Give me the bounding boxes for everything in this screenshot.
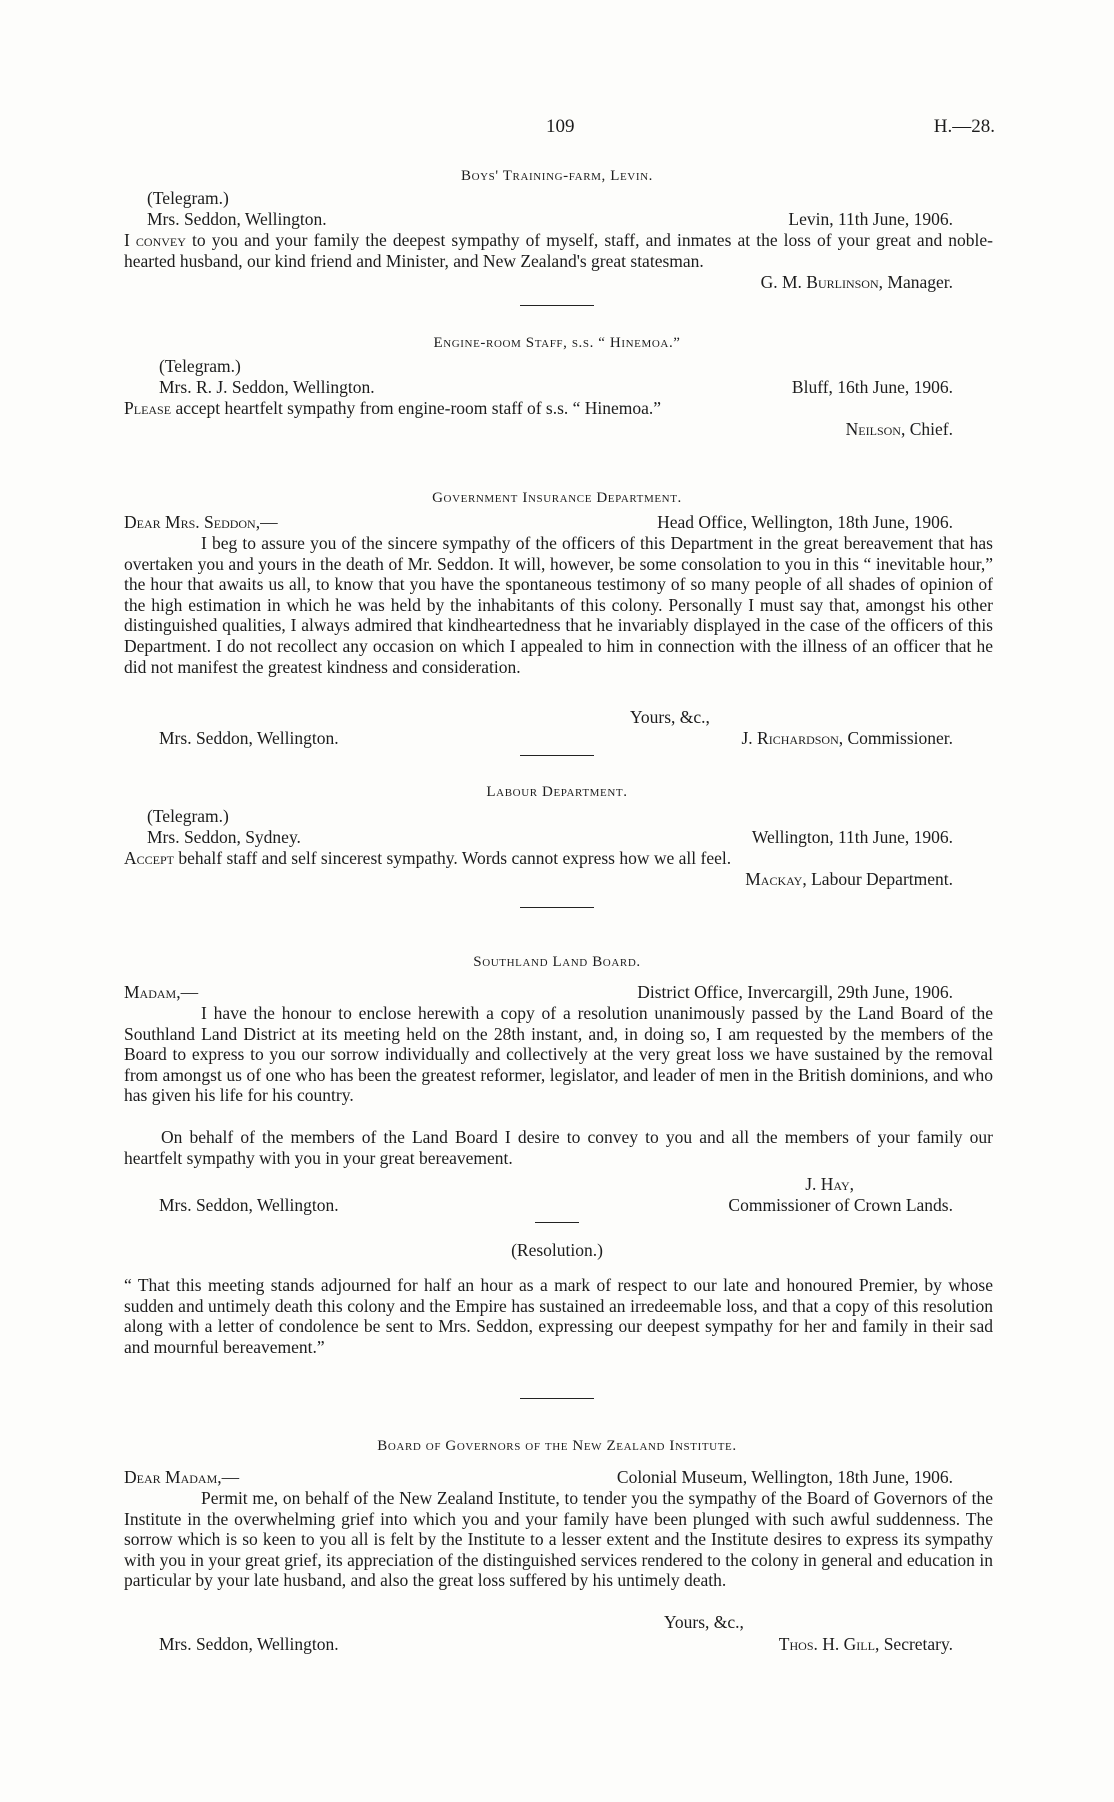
message-text: to you and your family the deepest sympathy of myself, staff, and inmates at the loss of your great and noble-hearted husband, our kind friend and Minister, and New Zealand's great statesman. (124, 230, 993, 271)
place-date: District Office, Invercargill, 29th June, 1906. (637, 982, 953, 1002)
signature-name: J. Hay (805, 1174, 850, 1194)
message-body (124, 848, 731, 869)
letter-text: Permit me, on behalf of the New Zealand Institute, to tender you the sympathy of the Board of Governors of the Institute in the overwhelming grief into which you and your family have been plunged with such awful suddenness. The sorrow which is so keen to you all is felt by the Institute to a lesser extent and the Institute desires to express its sympathy with you in your great grief, its appreciation of the distinguished services rendered to the colony in general and education in particular by your late husband, and also the great loss suffered by his untimely death. (124, 1488, 993, 1591)
addressee: Mrs. Seddon, Sydney. (147, 827, 301, 847)
letter-text: I have the honour to enclose herewith a copy of a resolution unanimously passed by the Land Board of the Southland Land District at its meeting held on the 28th instant, and, in doing so, I am requested by the members of the Board to express to you our sorrow individually and collectively at the very great loss we have sustained by the removal from amongst us of one who has been the greatest reformer, legislator, and leader of men in the British dominions, and who has given his life for his country. (124, 1003, 993, 1106)
resolution-text: “ That this meeting stands adjourned for half an hour as a mark of respect to our late and honoured Premier, by whose sudden and untimely death this colony and the Empire has sustained an irredeemable loss, and that a copy of this resolution along with a letter of condolence be sent to Mrs. Seddon, expressing our deepest sympathy for her and family in their sad and mournful bereavement.” (124, 1275, 993, 1357)
message-text: accept heartfelt sympathy from engine-room staff of s.s. “ Hinemoa.” (171, 398, 662, 418)
signature-title: Commissioner of Crown Lands. (728, 1195, 953, 1215)
addressee: Mrs. Seddon, Wellington. (159, 728, 339, 748)
signature-name: Thos. H. Gill (778, 1634, 875, 1654)
salutation: Madam,— (124, 982, 199, 1002)
letter-body (124, 1003, 993, 1106)
section-heading-government-insurance: Government Insurance Department. (432, 490, 682, 506)
section-heading-labour-department: Labour Department. (486, 784, 628, 800)
place-date: Wellington, 11th June, 1906. (751, 827, 953, 847)
lead-words: Accept (124, 848, 174, 868)
signature-title: , Commissioner. (838, 728, 953, 748)
salutation: Dear Mrs. Seddon,— (124, 512, 278, 532)
section-heading-boys-training-farm: Boys' Training-farm, Levin. (460, 168, 654, 184)
signature (805, 1174, 854, 1195)
addressee: Mrs. R. J. Seddon, Wellington. (159, 377, 375, 397)
signature-title: , Manager. (878, 272, 953, 292)
place-date: Colonial Museum, Wellington, 18th June, 1906. (616, 1467, 953, 1487)
signature-title: , Labour Department. (802, 869, 953, 889)
letter-body-second-paragraph (124, 1127, 993, 1168)
message-text: behalf staff and self sincerest sympathy. Words cannot express how we all feel. (173, 848, 732, 868)
signature (742, 728, 954, 749)
letter-body (124, 1488, 993, 1591)
signature (779, 1634, 953, 1655)
salutation: Dear Madam,— (124, 1467, 240, 1487)
addressee: Mrs. Seddon, Wellington. (147, 209, 327, 229)
signature-title: , Chief. (900, 419, 953, 439)
lead-words: Please (124, 398, 172, 418)
signature-title: , Secretary. (874, 1634, 953, 1654)
section-divider (520, 907, 594, 908)
place-date: Head Office, Wellington, 18th June, 1906. (657, 512, 953, 532)
telegram-label: (Telegram.) (147, 188, 229, 208)
section-divider (520, 305, 594, 306)
document-reference: H.—28. (933, 116, 995, 137)
section-divider (535, 1222, 579, 1223)
closing: Yours, &c., (664, 1612, 744, 1632)
telegram-label: (Telegram.) (147, 806, 229, 826)
message-body (124, 398, 661, 419)
addressee: Mrs. Seddon, Wellington. (159, 1634, 339, 1654)
signature (846, 419, 953, 440)
place-date: Levin, 11th June, 1906. (788, 209, 953, 229)
section-heading-new-zealand-institute: Board of Governors of the New Zealand Institute. (377, 1438, 737, 1454)
signature-name: Mackay (745, 869, 803, 889)
letter-text: On behalf of the members of the Land Board I desire to convey to you and all the members of your family our heartfelt sympathy with you in your great bereavement. (124, 1127, 993, 1168)
signature-name: J. Richardson (741, 728, 839, 748)
signature (745, 869, 953, 890)
section-divider (520, 1398, 594, 1399)
resolution-heading: (Resolution.) (511, 1240, 603, 1260)
section-heading-southland-land-board: Southland Land Board. (473, 954, 641, 970)
place-date: Bluff, 16th June, 1906. (791, 377, 953, 397)
signature-name: G. M. Burlinson (760, 272, 879, 292)
section-divider (520, 755, 594, 756)
letter-body (124, 533, 993, 677)
closing: Yours, &c., (630, 707, 710, 727)
signature-name: Neilson (845, 419, 901, 439)
addressee: Mrs. Seddon, Wellington. (159, 1195, 339, 1215)
letter-text: I beg to assure you of the sincere sympathy of the officers of this Department in the great bereavement that has overtaken you and yours in the death of Mr. Seddon. It will, however, be some consolation to you in this “ inevitable hour,” the hour that awaits us all, to know that you have the spontaneous testimony of so many people of all shades of opinion of the high estimation in which he was held by the inhabitants of this colony. Personally I must say that, amongst his other distinguished qualities, I always admired that kindheartedness that he invariably displayed in the case of the officers of this Department. I do not recollect any occasion on which I appealed to him in connection with the illness of an officer that he did not manifest the greatest kindness and consideration. (124, 533, 993, 677)
section-heading-engine-room-staff: Engine-room Staff, s.s. “ Hinemoa.” (433, 335, 681, 351)
telegram-label: (Telegram.) (159, 356, 241, 376)
message-body (124, 230, 993, 271)
signature (761, 272, 953, 293)
lead-words: I convey (124, 230, 186, 250)
page-number: 109 (546, 116, 575, 137)
signature-punctuation: , (849, 1174, 854, 1194)
